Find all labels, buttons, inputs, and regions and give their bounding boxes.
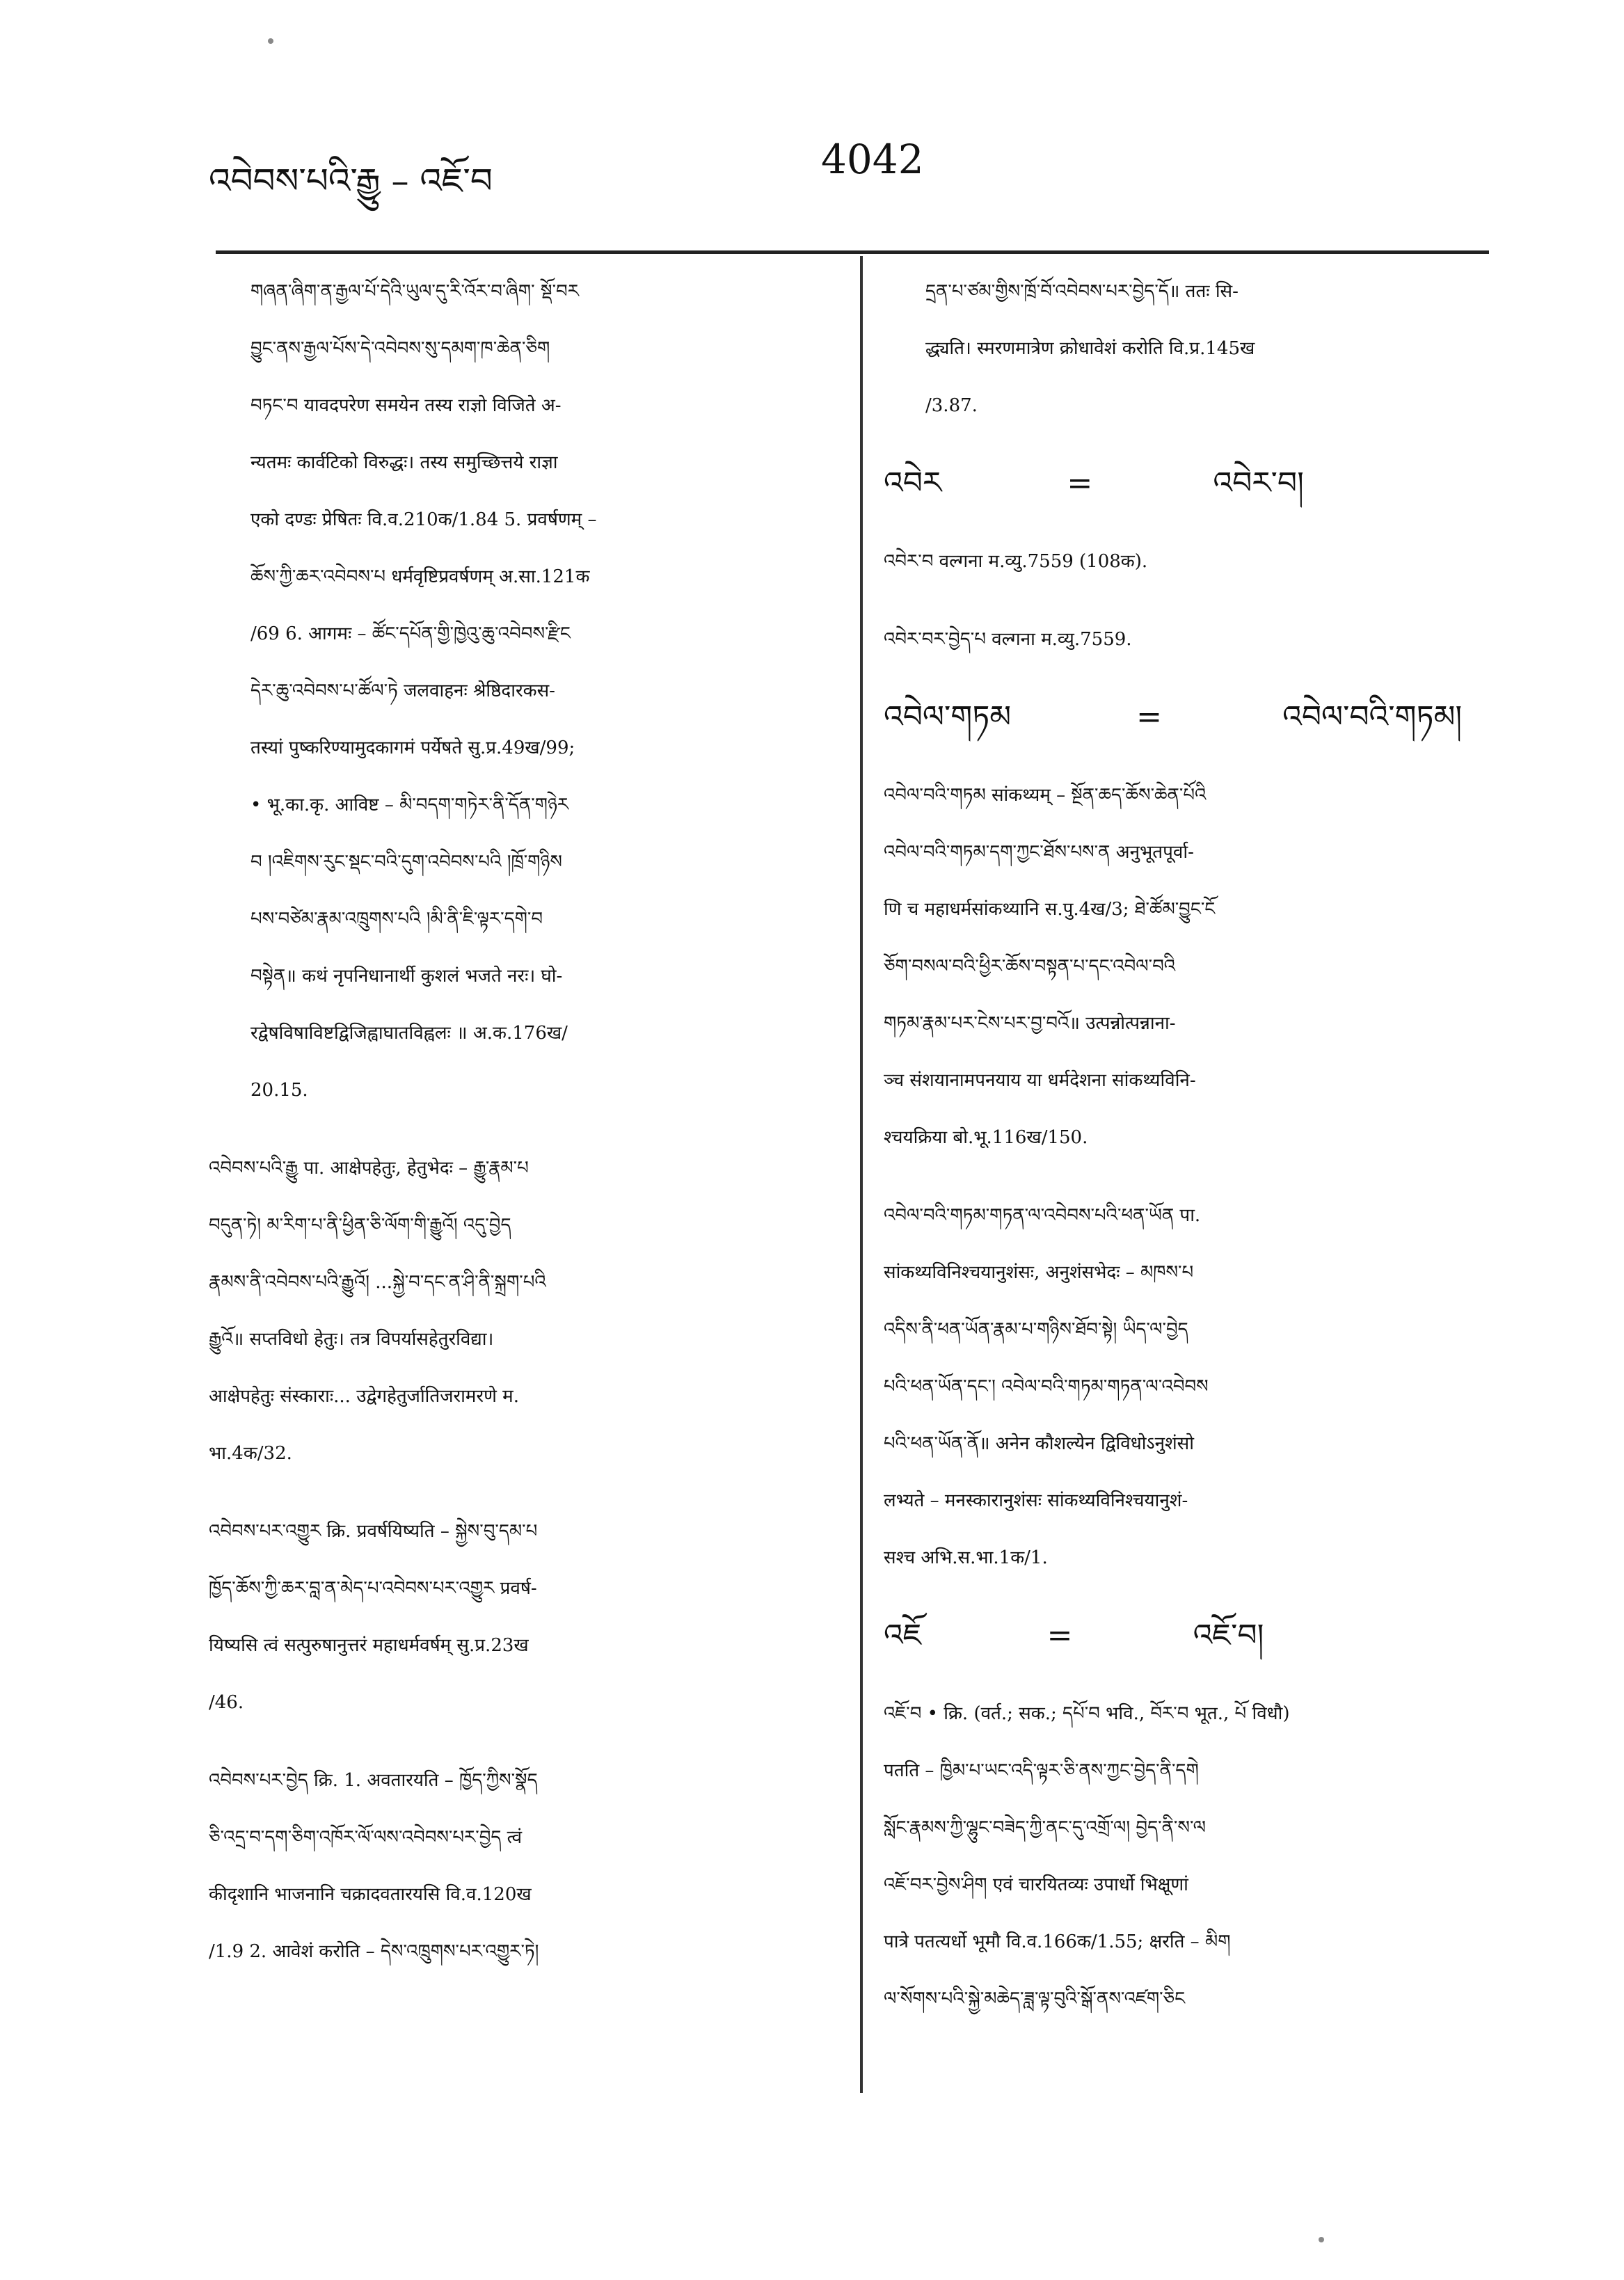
entry-line: བསྟེན॥ कथं नृपनिधानार्थी कुशलं भजते नरः। घो- — [250, 966, 563, 987]
entry-line: /46. — [209, 1692, 244, 1713]
entry-line: सश्च अभि.स.भा.1क/1. — [884, 1547, 1048, 1568]
cross-reference: འཇོ་བ། — [1193, 1618, 1264, 1653]
entry-line: ཁྱོད་ཆོས་ཀྱི་ཆར་བླ་ན་མེད་པ་འབེབས་པར་འགྱུར प्रवर्ष- — [209, 1578, 537, 1599]
column-divider — [860, 256, 863, 2093]
entry-line: /1.9 2. आवेशं करोति – དེས་འཁྲུགས་པར་འགྱུར་ཏེ། — [209, 1941, 539, 1962]
entry-line: ཅི་འདྲ་བ་དག་ཅིག་འཁོར་ལོ་ལས་འབེབས་པར་བྱེད त्वं — [209, 1827, 523, 1848]
entry-line: པའི་ཕན་ཡོན་ནོ॥ अनेन कौशल्येन द्विविधोऽनुशंसो — [884, 1433, 1194, 1454]
entry-line: 20.15. — [250, 1080, 308, 1101]
entry-line: पात्रे पतत्यर्धो भूमौ वि.व.166क/1.55; क्षरति – མིག — [884, 1931, 1231, 1952]
dictionary-entry — [884, 1685, 1496, 2027]
entry-line: འབེལ་བའི་གཏམ सांकथ्यम् – སྔོན་ཆད་ཆོས་ཆེན་པོའི — [884, 785, 1207, 806]
dictionary-entry — [209, 1503, 835, 1731]
headword: འབེལ་གཏམ — [884, 699, 1012, 735]
entry-line: དེར་ཆུ་འབེབས་པ་ཚོལ་ཏེ जलवाहनः श्रेष्ठिदारकस- — [250, 680, 555, 701]
entry-line: ञ्च संशयानामपनयाय या धर्मदेशना सांकथ्यविनि- — [884, 1070, 1196, 1091]
entry-line: པའི་ཕན་ཡོན་དང་། འབེལ་བའི་གཏམ་གཏན་ལ་འབེབས — [884, 1376, 1209, 1397]
entry-line: आक्षेपहेतुः संस्काराः... उद्वेगहेतुर्जातिजरामरणे म. — [209, 1386, 519, 1407]
entry-line: • भू.का.कृ. आविष्ट – མི་བདག་གཏེར་ནི་དོན་གཉེར — [250, 795, 569, 815]
entry-line: /3.87. — [925, 395, 978, 416]
right-column — [884, 263, 1496, 2107]
entry-line: འབེར་བར་བྱེད་པ वल्गना म.व्यु.7559. — [884, 629, 1132, 650]
scan-speck — [1319, 2237, 1324, 2242]
equivalence-entry — [884, 1607, 1496, 1664]
entry-line: གཏམ་རྣམ་པར་ངེས་པར་བྱ་བའོ॥ उत्पन्नोत्पन्नाना- — [884, 1013, 1176, 1034]
entry-line: འབེལ་བའི་གཏམ་གཏན་ལ་འབེབས་པའི་ཕན་ཡོན पा. — [884, 1205, 1201, 1226]
entry-line: འདིས་ནི་ཕན་ཡོན་རྣམ་པ་གཉིས་ཐོབ་སྟེ། ཡིད་ལ་བྱེད — [884, 1319, 1188, 1340]
cross-reference: འབེར་བ། — [1213, 465, 1304, 501]
entry-line: ཅོག་བསལ་བའི་ཕྱིར་ཆོས་བསྟན་པ་དང་འབེལ་བའི — [884, 956, 1176, 977]
equivalence-line: འབེལ་གཏམ = འབེལ་བའི་གཏམ། — [884, 699, 1463, 735]
equivalence-entry — [884, 455, 1496, 512]
dictionary-entry — [884, 611, 1496, 668]
entry-line: འབེབས་པར་བྱེད क्रि. 1. अवतारयति – ཁྱོད་ཀྱིས་སྣོད — [209, 1770, 538, 1791]
entry-line: द्ध्यति। स्मरणमात्रेण क्रोधावेशं करोति वि.प्र.145ख — [925, 338, 1255, 359]
entry-line: འཇོ་བ • क्रि. (वर्त.; सक.; དཔོ་བ भवि., བོར་བ भूत., པོ विधौ) — [884, 1703, 1290, 1724]
entry-line: པས་བཙེམ་རྣམ་འཁྲུགས་པའི །མི་ནི་ཇི་ལྟར་དགེ་བ — [250, 909, 543, 930]
cross-reference: འབེལ་བའི་གཏམ། — [1282, 699, 1463, 735]
dictionary-entry — [884, 533, 1496, 590]
entry-line: श्चयक्रिया बो.भू.116ख/150. — [884, 1127, 1088, 1148]
entry-line: णि च महाधर्मसांकथ्यानि स.पु.4ख/3; ཐེ་ཚོམ་བྱུང་ངོ — [884, 899, 1216, 920]
entry-line: རྣམས་ནི་འབེབས་པའི་རྒྱུའོ། ...སྐྱེ་བ་དང་ན་ཤི་ནི་སྐྲག་པའི — [209, 1272, 546, 1293]
entry-line: རྒྱུའོ॥ सप्तविधो हेतुः। तत्र विपर्यासहेतुरविद्या। — [209, 1329, 494, 1350]
entry-line: བཏང་བ यावदपरेण समयेन तस्य राज्ञो विजिते अ- — [250, 395, 562, 416]
dictionary-entry — [209, 1752, 835, 1980]
entry-line: བདུན་ཏེ། མ་རིག་པ་ནི་ཕྱིན་ཅི་ལོག་གི་རྒྱུའོ། འདུ་བྱེད — [209, 1215, 511, 1236]
entry-line: འབེལ་བའི་གཏམ་དག་ཀྱང་ཐོས་པས་ན अनुभूतपूर्वा- — [884, 842, 1194, 863]
entry-line: བ །འཇིགས་རུང་སྡང་བའི་དུག་འབེབས་པའི །ཁྲོ་གཉིས — [250, 852, 562, 872]
scan-speck — [268, 38, 273, 44]
running-head: འབེབས་པའི་རྒྱུ – འཇོ་བ — [209, 161, 493, 201]
entry-line: लभ्यते – मनस्कारानुशंसः सांकथ्यविनिश्चयानुशं- — [884, 1490, 1188, 1511]
entry-line: འཇོ་བར་བྱེས་ཤིག एवं चारयितव्यः उपार्धो भिक्षूणां — [884, 1874, 1188, 1895]
entry-line: འབེར་བ वल्गना म.व्यु.7559 (108क). — [884, 551, 1148, 572]
left-column — [209, 263, 835, 2107]
headword: འཇོ — [884, 1618, 922, 1653]
entry-line: བྱུང་ནས་རྒྱལ་པོས་དེ་འབེབས་སུ་དམག་ཁ་ཆེན་ཅིག — [250, 338, 550, 359]
entry-line: तस्यां पुष्करिण्यामुदकागमं पर्येषते सु.प्र.49ख/99; — [250, 738, 575, 758]
dictionary-entry — [884, 1187, 1496, 1586]
entry-line: सांकथ्यविनिश्चयानुशंसः, अनुशंसभेदः – མཁས་པ — [884, 1262, 1194, 1283]
entry-line: रद्वेषविषाविष्टद्विजिह्वाघातविह्वलः ॥ अ.क.176ख/ — [250, 1023, 568, 1044]
entry-line: འབེབས་པའི་རྒྱུ पा. आक्षेपहेतुः, हेतुभेदः – རྒྱུ་རྣམ་པ — [209, 1158, 529, 1179]
entry-continuation — [209, 263, 835, 1119]
entry-line: ལ་སོགས་པའི་སྐྱེ་མཆེད་ཟླ་ལྟ་བུའི་སྒོ་ནས་འཛག་ཅིང — [884, 1988, 1186, 2009]
entry-line: भा.4क/32. — [209, 1443, 292, 1464]
entry-line: འབེབས་པར་འགྱུར क्रि. प्रवर्षयिष्यति – སྐྱེས་བུ་དམ་པ — [209, 1521, 538, 1542]
entry-line: དྲན་པ་ཙམ་གྱིས་ཁྲོ་བོ་འབེབས་པར་བྱེད་དོ॥ ततः सि- — [925, 281, 1239, 302]
entry-line: एको दण्डः प्रेषितः वि.व.210क/1.84 5. प्रवर्षणम् – — [250, 509, 597, 530]
header-rule — [216, 250, 1489, 254]
dictionary-entry — [884, 767, 1496, 1166]
page-number: 4042 — [821, 136, 924, 183]
entry-line: ཆོས་ཀྱི་ཆར་འབེབས་པ धर्मवृष्टिप्रवर्षणम् अ.सा.121क — [250, 566, 590, 587]
headword: འབེར — [884, 465, 942, 501]
entry-line: पतति – ཁྱིམ་པ་ཡང་འདི་ལྟར་ཅི་ནས་ཀྱང་བྱེད་ནི་དགེ — [884, 1760, 1199, 1781]
entry-line: न्यतमः कार्वटिको विरुद्धः। तस्य समुच्छित्तये राज्ञा — [250, 452, 558, 473]
equivalence-entry — [884, 689, 1496, 746]
equivalence-line: འབེར = འབེར་བ། — [884, 465, 1304, 501]
dictionary-entry — [209, 1140, 835, 1482]
entry-line: कीदृशानि भाजनानि चक्रादवतारयसि वि.व.120ख — [209, 1884, 532, 1905]
entry-continuation — [884, 263, 1496, 434]
entry-line: གཞན་ཞིག་ན་རྒྱལ་པོ་དེའི་ཡུལ་དུ་རི་འོར་བ་ཞིག་ སྡོ་བར — [250, 281, 579, 302]
entry-line: यिष्यसि त्वं सत्पुरुषानुत्तरं महाधर्मवर्षम् सु.प्र.23ख — [209, 1635, 529, 1656]
equivalence-line: འཇོ = འཇོ་བ། — [884, 1618, 1264, 1653]
entry-line: /69 6. आगमः – ཚོང་དཔོན་གྱི་ཁྱེའུ་ཆུ་འབེབས་རྫིང — [250, 623, 571, 644]
entry-line: སློང་རྣམས་ཀྱི་ལྷུང་བཟེད་ཀྱི་ནང་དུ་འགྲོ་ལ། བྱེད་ནི་ས་ལ — [884, 1817, 1206, 1838]
